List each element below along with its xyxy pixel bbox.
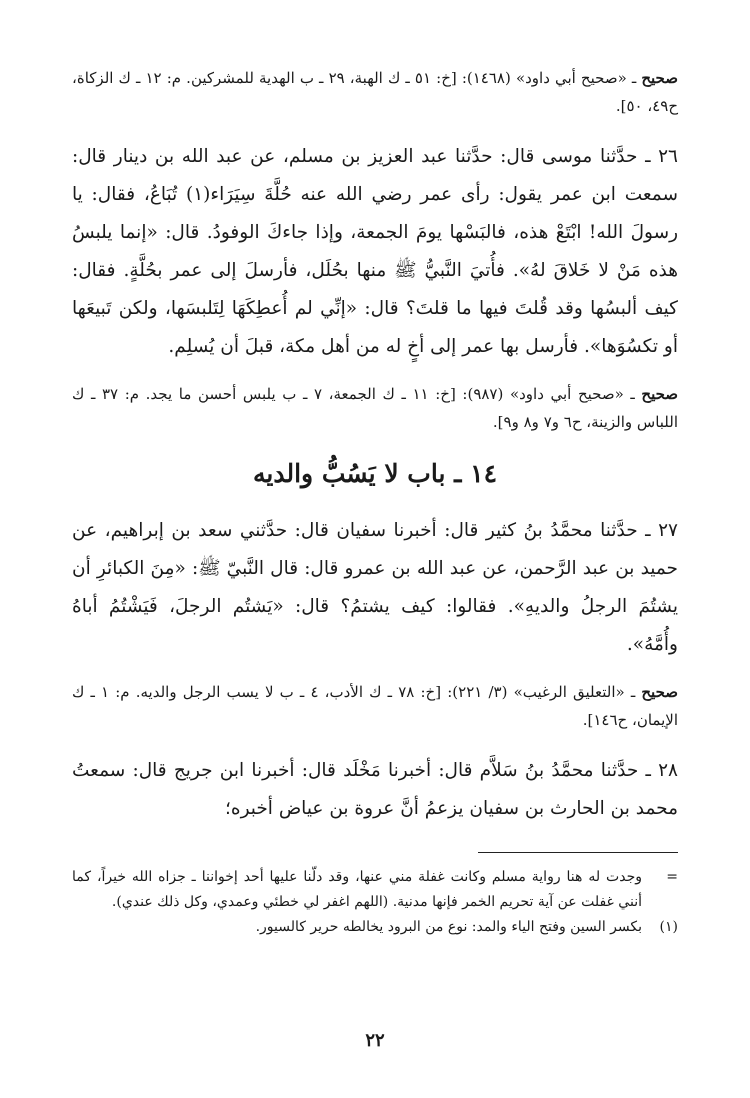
grading-note-3 [72,678,678,734]
page-number: ٢٢ [365,1030,385,1051]
footnote-1 [72,915,678,940]
grading-text: ـ «التعليق الرغيب» (٣/ ٢٢١): [خ: ٧٨ ـ ك الأدب، ٤ ـ ب لا يسب الرجل والديه. م: ١ ـ ك الإيمان، ح١٤٦]. [72,683,678,729]
hadith-26: ٢٦ ـ حدَّثنا موسى قال: حدَّثنا عبد العزيز بن مسلم، عن عبد الله بن دينار قال: سمعت ابن عمر يقول: رأى عمر رضي الله عنه حُلَّةَ سِيَرَاء(١) تُبَاعُ، فقال: يا رسولَ الله! ابْتَعْ هذه، فالبَسْها يومَ الجمعة، وإذا جاءكَ الوفودُ. قال: «إنما يلبسُ هذه مَنْ لا خَلاقَ لهُ». فأُتيَ النَّبيُّ ﷺ منها بحُلَل، فأرسلَ إلى عمر بحُلَّةٍ. فقال: كيف ألبسُها وقد قُلتَ فيها ما قلتَ؟ قال: «إنِّي لم أُعطِكَهَا لِتَلبسَها، ولكن تَبيعَها أو تكسُوَها». فأرسل بها عمر إلى أخٍ له من أهل مكة، قبلَ أن يُسلِم. [72,146,678,357]
footnote-separator [478,852,678,853]
footnote-continuation [72,865,678,915]
grading-label: صحيح [641,69,678,87]
grading-label: صحيح [641,683,679,701]
grading-label: صحيح [641,385,679,403]
chapter-heading: ١٤ ـ باب لا يَسُبُّ والديه [253,459,497,488]
hadith-27: ٢٧ ـ حدَّثنا محمَّدُ بنُ كثير قال: أخبرنا سفيان قال: حدَّثني سعد بن إبراهيم، عن حميد بن عبد الرَّحمن، عن عبد الله بن عمرو قال: قال النَّبيّ ﷺ: «مِنَ الكبائرِ أن يشتُمَ الرجلُ والديهِ». فقالوا: كيف يشتمُ؟ قال: «يَشتُم الرجلَ، فَيَشْتُمُ أباهُ وأُمَّهُ». [72,520,678,655]
grading-text: ـ «صحيح أبي داود» (١٤٦٨): [خ: ٥١ ـ ك الهبة، ٢٩ ـ ب الهدية للمشركين. م: ١٢ ـ ك الزكاة، ح٤٩، ٥٠]. [72,69,678,115]
hadith-28: ٢٨ ـ حدَّثنا محمَّدُ بنُ سَلاَّم قال: أخبرنا مَخْلَد قال: أخبرنا ابن جريج قال: سمعتُ محمد بن الحارث بن سفيان يزعمُ أنَّ عروة بن عياض أخبره؛ [72,760,678,819]
footnote-text: بكسر السين وفتح الياء والمد: نوع من البرود يخالطه حرير كالسيور. [255,919,642,935]
grading-note-1 [72,64,678,120]
footnote-text: وجدت له هنا رواية مسلم وكانت غفلة مني عنها، وقد دلّنا عليها أحد إخواننا ـ جزاه الله خيراً، كما أنني غفلت عن آية تحريم الخمر فإنها مدنية. (اللهم اغفر لي خطئي وعمدي، وكل ذلك عندي). [72,869,642,910]
grading-note-2 [72,380,678,436]
footnote-mark: = [666,869,678,885]
grading-text: ـ «صحيح أبي داود» (٩٨٧): [خ: ١١ ـ ك الجمعة، ٧ ـ ب يلبس أحسن ما يجد. م: ٣٧ ـ ك اللباس والزينة، ح٦ و٧ و٨ و٩]. [72,385,678,431]
footnote-mark: (١) [659,919,678,935]
